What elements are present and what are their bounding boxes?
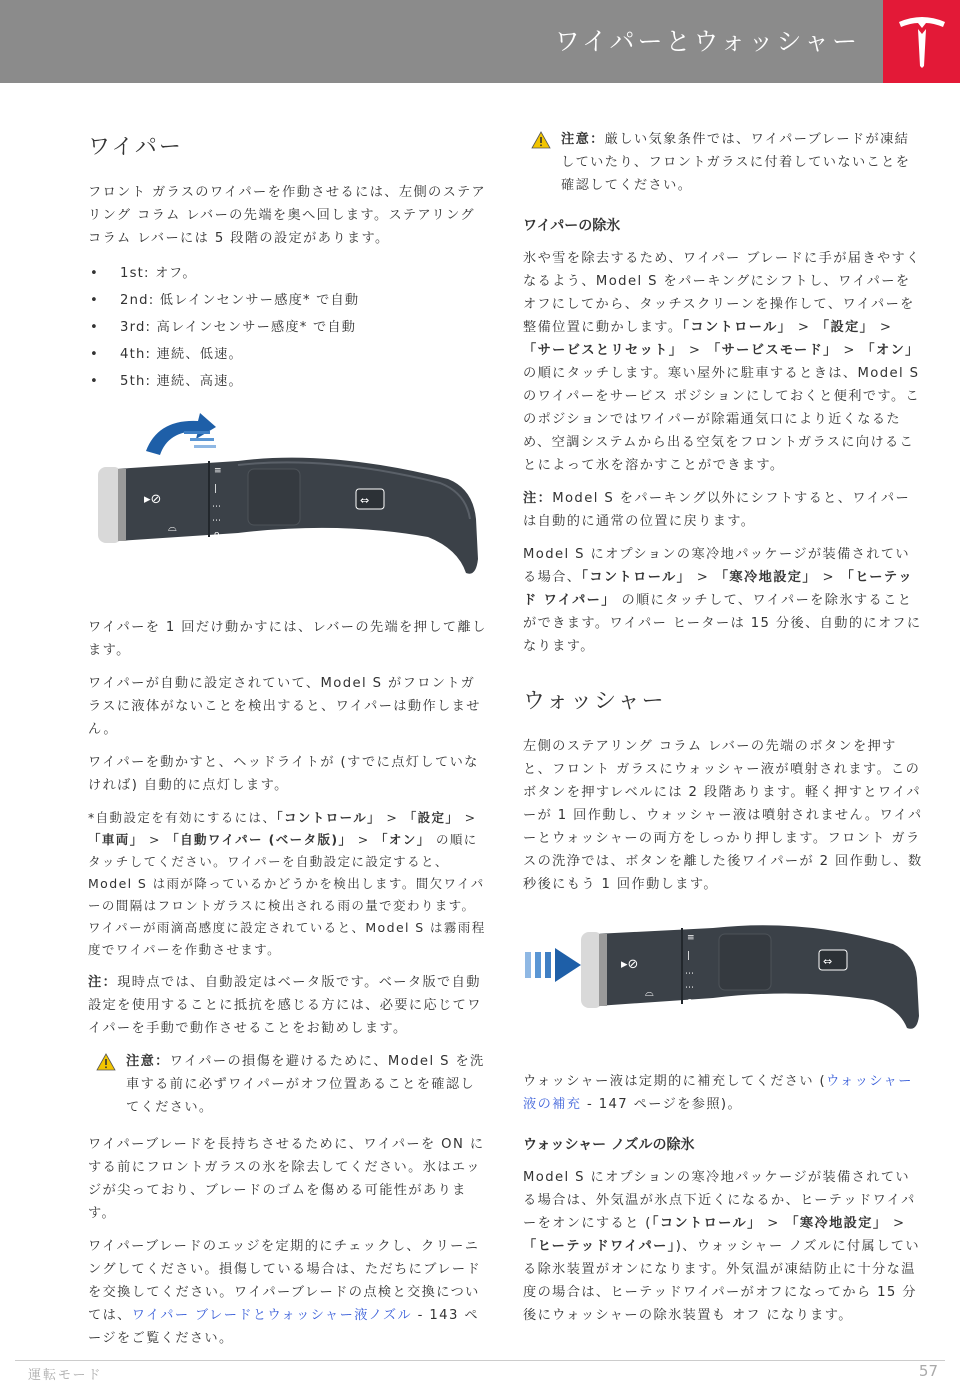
menu-on: 「オン」: [861, 343, 920, 358]
check-text: - 143 ページをご覧ください。: [88, 1308, 479, 1346]
svg-text:⋯: ⋯: [685, 969, 694, 979]
washer-heading: ウォッシャー: [523, 689, 666, 714]
caution-label: 注意：: [126, 1054, 170, 1069]
footer-divider: [15, 1360, 945, 1361]
separator: >: [792, 320, 816, 335]
separator: >: [887, 1216, 906, 1231]
nozzle-paragraph: [523, 1166, 923, 1327]
cold-text: Model S にオプションの寒冷地パッケージが装備されている場合、: [523, 547, 911, 585]
svg-text:⋯: ⋯: [212, 516, 221, 526]
page-title: ワイパーとウォッシャー: [554, 27, 860, 56]
caution-box: [88, 1050, 488, 1119]
svg-text:⋯: ⋯: [212, 502, 221, 512]
svg-text:▸⊘: ▸⊘: [144, 492, 162, 507]
warning-icon: [531, 131, 551, 149]
separator: >: [874, 320, 893, 335]
svg-text:⋯: ⋯: [685, 983, 694, 993]
caution-body: 厳しい気象条件では、ワイパーブレードが凍結していたり、フロントガラスに付着していないことを確認してください。: [561, 132, 911, 193]
footer-section: 運転モード: [28, 1368, 103, 1383]
deice-text: の順にタッチします。寒い屋外に駐車するときは、Model S のワイパーをサービス ポジションにしておくと便利です。このポジションではワイパーが除霜通気口により近くなるため、空調システムから出る空気をフロントガラスに向けることによって氷を溶かすことができます。: [523, 366, 921, 473]
wipers-intro: フロント ガラスのワイパーを作動させるには、左側のステアリング コラム レバーの先端を奥へ回します。ステアリング コラム レバーには 5 段階の設定があります。: [88, 185, 487, 246]
menu-cold-weather: 「寒冷地設定」: [714, 570, 817, 585]
deice-heading: ワイパーの除氷: [523, 218, 621, 234]
footnote-text: *自動設定を有効にするには、: [88, 810, 277, 825]
washer-refill-link[interactable]: ウォッシャー液の補充: [523, 1074, 913, 1112]
menu-service-mode: 「サービスモード」: [706, 343, 838, 358]
separator: >: [691, 570, 715, 585]
auto-footnote: [88, 807, 488, 961]
brand-logo: [883, 0, 960, 83]
svg-text:⌓: ⌓: [168, 521, 177, 534]
wiper-stalk-illustration: [88, 409, 488, 598]
separator: >: [761, 1216, 786, 1231]
svg-text:⇔: ⇔: [360, 494, 370, 507]
check-paragraph: [88, 1235, 488, 1350]
svg-text:⇔: ⇔: [823, 955, 833, 968]
refill-paragraph: [523, 1070, 923, 1116]
separator: >: [816, 570, 841, 585]
svg-text:⌓: ⌓: [645, 986, 654, 999]
svg-text:≡: ≡: [687, 933, 695, 943]
caution-body: ワイパーの損傷を避けるために、Model S を洗車する前に必ずワイパーがオフ位置あることを確認してください。: [126, 1054, 485, 1115]
washer-paragraph: 左側のステアリング コラム レバーの先端のボタンを押すと、フロント ガラスにウォッシャー液が噴射されます。このボタンを押すレベルには 2 段階あります。軽く押すとワイパーが 1 回作動し、ウォッシャー液は噴射されません。ワイパーとウォッシャーの両方をしっかり押します。フロント ガラスの洗浄では、ボタンを離した後ワイパーが 2 回作動し、数秒後にもう 1 回作動します。: [523, 739, 923, 892]
refill-text: - 147 ページを参照)。: [581, 1097, 743, 1112]
caution-text: [126, 1050, 488, 1119]
nozzle-text: )、ウォッシャー ノズルに付属している除氷装置がオンになります。外気温が凍結防止に十分な温度の場合は、ヒーテッドワイパーがオフになってから 15 分後にウォッシャーの除氷装置も オフ になります。: [523, 1239, 920, 1323]
cold-text: の順にタッチして、ワイパーを除氷することができます。ワイパー ヒーターは 15 分後、自動的にオフになります。: [523, 593, 922, 654]
note-label: 注：: [523, 491, 553, 506]
svg-text:≡: ≡: [214, 466, 222, 476]
svg-text:▸⊘: ▸⊘: [621, 957, 639, 972]
separator: >: [837, 343, 862, 358]
menu-vehicle: 「車両」: [88, 832, 144, 847]
left-column: [88, 130, 488, 1360]
caution-box: [523, 128, 923, 197]
list-item: • 5th: 連続、高速。: [88, 368, 488, 395]
warning-icon: [96, 1053, 116, 1071]
separator: >: [381, 810, 404, 825]
nozzle-deice-heading: ウォッシャー ノズルの除氷: [523, 1137, 695, 1153]
caution-label: 注意：: [561, 132, 605, 147]
wipers-heading: ワイパー: [88, 135, 183, 160]
wiper-settings-list: [88, 260, 488, 395]
list-item: • 3rd: 高レインセンサー感度* で自動: [88, 314, 488, 341]
menu-controls: 「コントロール」: [276, 810, 382, 825]
note-text: 現時点では、自動設定はベータ版です。ベータ版で自動設定を使用することに抵抗を感じる方には、必要に応じてワイパーを手動で動作させることをお勧めします。: [88, 975, 482, 1036]
menu-controls: 「コントロール」: [682, 320, 793, 335]
menu-settings: 「設定」: [403, 810, 460, 825]
washer-stalk-illustration: [523, 908, 923, 1052]
refill-text: ウォッシャー液は定期的に補充してください (: [523, 1074, 827, 1089]
menu-cold-weather: 「寒冷地設定」: [785, 1216, 888, 1231]
tesla-t-icon: [897, 14, 947, 69]
menu-controls: 「コントロール」: [651, 1216, 762, 1231]
beta-note: [88, 971, 488, 1040]
menu-controls: 「コントロール」: [581, 570, 692, 585]
deice-paragraph: [523, 247, 923, 477]
menu-auto-wiper: 「自動ワイパー (ベータ版)」: [166, 832, 353, 847]
note-label: 注：: [88, 975, 118, 990]
blades-paragraph: ワイパーブレードを長持ちさせるために、ワイパーを ON にする前にフロントガラスの氷を除去してください。氷はエッジが尖っており、ブレードのゴムを傷める可能性があります。: [88, 1137, 485, 1221]
right-column: [523, 128, 923, 1337]
cold-weather-paragraph: [523, 543, 923, 658]
svg-text:|: |: [214, 484, 218, 494]
blade-nozzle-link[interactable]: ワイパー ブレードとウォッシャー液ノズル: [131, 1308, 413, 1323]
footnote-text: の順にタッチしてください。ワイパーを自動設定に設定すると、Model S は雨が降っているかどうかを検出します。間欠ワイパーの間隔はフロントガラスに検出される雨の量で変わります。ワイパーが雨滴高感度に設定されていると、Model S は霧雨程度でワイパーを作動させます。: [88, 832, 486, 957]
park-note: [523, 487, 923, 533]
check-text: ワイパーブレードのエッジを定期的にチェックし、クリーニングしてください。損傷している場合は、ただちにブレードを交換してください。ワイパーブレードの点検と交換については、: [88, 1239, 482, 1323]
separator: >: [683, 343, 707, 358]
svg-text:o: o: [687, 997, 693, 1007]
menu-service-reset: 「サービスとリセット」: [523, 343, 684, 358]
list-item: • 4th: 連続、低速。: [88, 341, 488, 368]
auto-paragraph: ワイパーが自動に設定されていて、Model S がフロントガラスに液体がないことを検出すると、ワイパーは動作しません。: [88, 676, 481, 737]
separator: >: [459, 810, 477, 825]
once-paragraph: ワイパーを 1 回だけ動かすには、レバーの先端を押して離します。: [88, 620, 487, 658]
page-number: 57: [918, 1362, 938, 1380]
separator: >: [352, 832, 376, 847]
deice-text: 氷や雪を除去するため、ワイパー ブレードに手が届きやすくなるよう、Model S をパーキングにシフトし、ワイパーをオフにしてから、タッチスクリーンを操作して、ワイパーを整備位置に動かします。: [523, 251, 921, 335]
svg-text:o: o: [214, 530, 220, 540]
caution-text: [561, 128, 923, 197]
separator: >: [143, 832, 167, 847]
list-item: • 1st: オフ。: [88, 260, 488, 287]
menu-heated-wipers: 「ヒーテッドワイパー」: [523, 1239, 676, 1254]
menu-on: 「オン」: [375, 832, 431, 847]
list-item: • 2nd: 低レインセンサー感度* で自動: [88, 287, 488, 314]
headlight-paragraph: ワイパーを動かすと、ヘッドライトが (すでに点灯していなければ) 自動的に点灯します。: [88, 755, 479, 793]
note-text: Model S をパーキング以外にシフトすると、ワイパーは自動的に通常の位置に戻ります。: [523, 491, 911, 529]
menu-settings: 「設定」: [815, 320, 875, 335]
nozzle-text: Model S にオプションの寒冷地パッケージが装備されている場合は、外気温が氷点下近くになるか、ヒーテッドワイパーをオンにすると (: [523, 1170, 916, 1231]
page-header: [0, 0, 960, 83]
svg-text:|: |: [687, 951, 691, 961]
menu-heated-wipers: 「ヒーテッド ワイパー」: [523, 570, 914, 608]
